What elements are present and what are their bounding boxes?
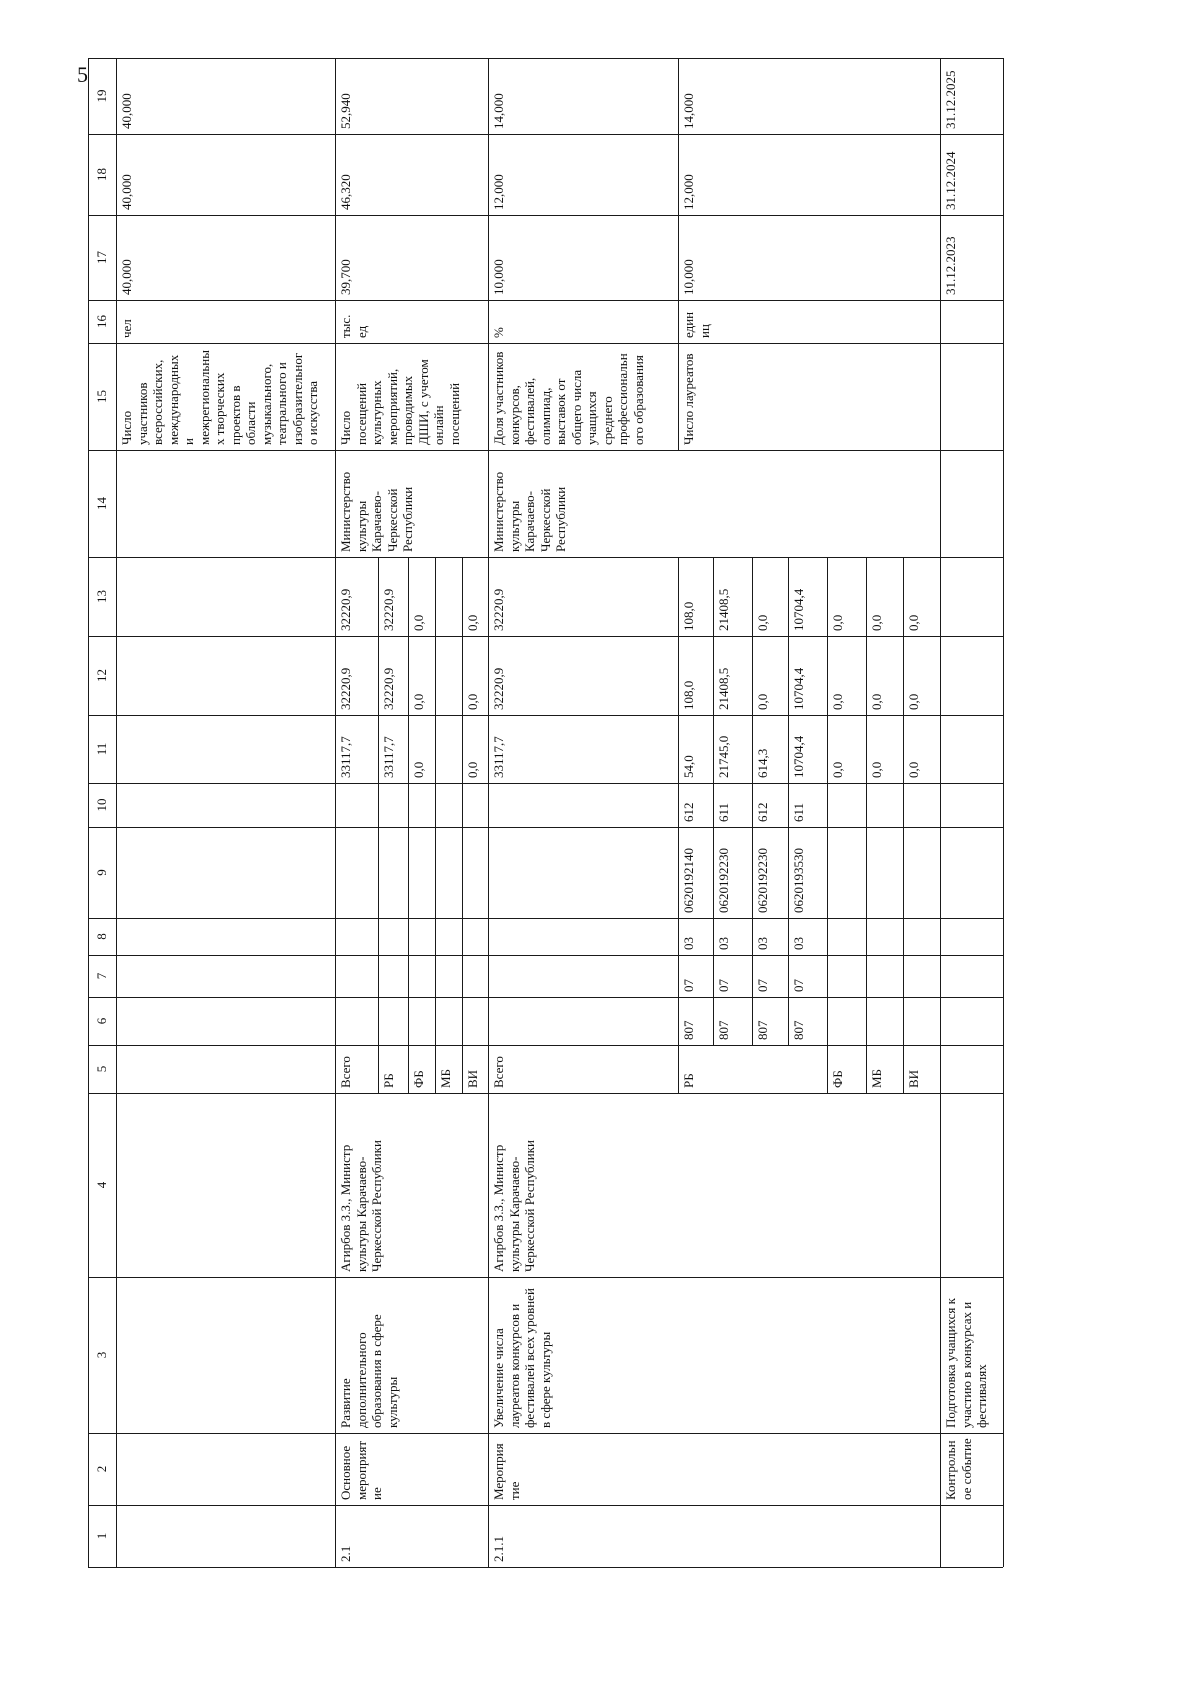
header-col-7: 7 — [94, 972, 109, 980]
amount-2024: 32220,9 — [491, 667, 506, 710]
item-number: 2.1.1 — [491, 1536, 506, 1562]
amount-2025: 108,0 — [681, 601, 696, 631]
amount-2024: 32220,9 — [338, 667, 353, 710]
grid-line — [335, 997, 488, 998]
funding-source: Всего — [491, 1056, 506, 1088]
executor: Министерство культуры Карачаево-Черкесской Республики — [491, 471, 568, 552]
grid-line — [940, 343, 1003, 344]
amount-2023: 0,0 — [411, 761, 426, 778]
amount-2024: 10704,4 — [791, 667, 806, 710]
value-2025: 40,000 — [119, 93, 134, 129]
budget-code-vr: 612 — [755, 802, 770, 822]
budget-code-vr: 612 — [681, 802, 696, 822]
grid-line — [116, 1433, 335, 1434]
item-type: Мероприятие — [491, 1443, 522, 1500]
grid-line — [116, 715, 335, 716]
grid-line — [116, 997, 335, 998]
amount-2023: 0,0 — [465, 761, 480, 778]
amount-2024: 0,0 — [465, 693, 480, 710]
funding-source: МБ — [869, 1068, 884, 1088]
amount-2024: 21408,5 — [716, 667, 731, 710]
budget-code-rz: 07 — [716, 979, 731, 992]
value-2025: 52,940 — [338, 93, 353, 129]
value-2023: 40,000 — [119, 259, 134, 295]
grid-line — [335, 955, 488, 956]
amount-2023: 33117,7 — [491, 736, 506, 778]
budget-code-csr: 0620192230 — [755, 848, 770, 913]
header-col-19: 19 — [94, 89, 109, 103]
amount-2023: 33117,7 — [338, 736, 353, 778]
amount-2024: 0,0 — [755, 693, 770, 710]
indicator-unit: тыс. ед — [338, 314, 369, 338]
budget-code-pr: 03 — [681, 937, 696, 950]
item-title: Развитие дополнительного образования в сфере культуры — [338, 1314, 400, 1428]
value-2024: 46,320 — [338, 174, 353, 210]
grid-line — [940, 997, 1003, 998]
funding-source: ВИ — [906, 1069, 921, 1088]
budget-code-vr: 611 — [791, 802, 806, 822]
grid-line — [116, 1045, 335, 1046]
amount-2025: 0,0 — [906, 614, 921, 631]
funding-source: РБ — [381, 1073, 396, 1088]
funding-source: ВИ — [465, 1069, 480, 1088]
date-2023: 31.12.2023 — [943, 236, 958, 295]
amount-2024: 0,0 — [830, 693, 845, 710]
grid-line — [116, 450, 335, 451]
budget-code-rz: 07 — [791, 979, 806, 992]
amount-2025: 21408,5 — [716, 588, 731, 631]
amount-2025: 0,0 — [755, 614, 770, 631]
amount-2025: 32220,9 — [381, 588, 396, 631]
grid-line — [116, 827, 335, 828]
amount-2025: 0,0 — [869, 614, 884, 631]
value-2023: 10,000 — [681, 259, 696, 295]
header-col-17: 17 — [94, 251, 109, 264]
amount-2024: 0,0 — [869, 693, 884, 710]
value-2023: 39,700 — [338, 259, 353, 295]
amount-2023: 0,0 — [906, 761, 921, 778]
budget-code-gr: 807 — [755, 1020, 770, 1040]
amount-2025: 0,0 — [411, 614, 426, 631]
grid-line — [116, 783, 335, 784]
header-col-8: 8 — [94, 933, 109, 940]
amount-2024: 0,0 — [906, 693, 921, 710]
amount-2025: 0,0 — [465, 614, 480, 631]
amount-2024: 0,0 — [411, 693, 426, 710]
header-col-15: 15 — [94, 390, 109, 403]
amount-2023: 10704,4 — [791, 735, 806, 778]
amount-2025: 32220,9 — [491, 588, 506, 631]
header-col-4: 4 — [94, 1181, 109, 1189]
grid-line — [940, 636, 1003, 637]
amount-2024: 32220,9 — [381, 667, 396, 710]
budget-code-csr: 0620192230 — [716, 848, 731, 913]
funding-source: ФБ — [830, 1070, 845, 1088]
grid-line — [116, 1277, 335, 1278]
header-col-5: 5 — [94, 1065, 109, 1073]
grid-line — [940, 783, 1003, 784]
indicator-name: Число посещений культурных мероприятий, проводимых ДШИ, с учетом онлайн посещений — [338, 359, 462, 445]
value-2025: 14,000 — [491, 93, 506, 129]
budget-code-gr: 807 — [791, 1020, 806, 1040]
budget-code-gr: 807 — [716, 1020, 731, 1040]
budget-code-rz: 07 — [681, 979, 696, 992]
item-title: Увеличение числа лауреатов конкурсов и фестивалей всех уровней в сфере культуры — [491, 1288, 553, 1428]
amount-2024: 108,0 — [681, 680, 696, 710]
item-title: Подготовка учащихся к участию в конкурсах и фестивалях — [943, 1298, 989, 1428]
item-type: Контрольное событие — [943, 1438, 974, 1500]
funding-source: МБ — [438, 1068, 453, 1088]
amount-2023: 614,3 — [755, 748, 770, 778]
indicator-unit: единиц — [681, 311, 712, 338]
budget-code-csr: 0620193530 — [791, 848, 806, 913]
date-2024: 31.12.2024 — [943, 151, 958, 210]
grid-line — [1003, 58, 1004, 1567]
amount-2025: 0,0 — [830, 614, 845, 631]
grid-line — [940, 827, 1003, 828]
page-number: 5 — [77, 62, 88, 87]
header-col-11: 11 — [94, 742, 109, 756]
funding-source: ФБ — [411, 1070, 426, 1088]
header-col-16: 16 — [94, 315, 109, 328]
header-col-14: 14 — [94, 497, 109, 510]
grid-line — [335, 918, 488, 919]
responsible: Агирбов З.З., Министр культуры Карачаево-Черкесской Республики — [338, 1140, 384, 1272]
budget-code-csr: 0620192140 — [681, 848, 696, 913]
grid-line — [940, 955, 1003, 956]
header-col-3: 3 — [94, 1351, 109, 1359]
amount-2023: 0,0 — [830, 761, 845, 778]
grid-line — [940, 557, 1003, 558]
grid-line — [116, 918, 335, 919]
grid-line — [940, 450, 1003, 451]
header-col-13: 13 — [94, 590, 109, 603]
header-col-18: 18 — [94, 168, 109, 181]
grid-line — [940, 1045, 1003, 1046]
grid-line — [940, 300, 1003, 301]
amount-2023: 21745,0 — [716, 735, 731, 778]
amount-2023: 33117,7 — [381, 736, 396, 778]
grid-line — [335, 783, 488, 784]
amount-2023: 0,0 — [869, 761, 884, 778]
value-2024: 12,000 — [681, 174, 696, 210]
grid-line — [116, 1093, 335, 1094]
value-2024: 40,000 — [119, 174, 134, 210]
amount-2023: 54,0 — [681, 755, 696, 778]
grid-line — [940, 1093, 1003, 1094]
indicator-name: Число лауреатов — [681, 353, 696, 445]
budget-code-rz: 07 — [755, 979, 770, 992]
item-number: 2.1 — [338, 1545, 353, 1562]
budget-code-pr: 03 — [755, 937, 770, 950]
header-col-1: 1 — [94, 1532, 109, 1540]
grid-line — [335, 827, 488, 828]
header-col-10: 10 — [94, 798, 109, 812]
budget-code-pr: 03 — [716, 937, 731, 950]
amount-2025: 32220,9 — [338, 588, 353, 631]
amount-2025: 10704,4 — [791, 588, 806, 631]
responsible: Агирбов З.З., Министр культуры Карачаево-Черкесской Республики — [491, 1140, 537, 1272]
grid-line — [116, 1505, 335, 1506]
indicator-name: Число участников всероссийских, международных и межрегиональных творческих проектов в области музыкального, театрального и изобразительного искусства — [119, 350, 320, 445]
grid-line — [940, 715, 1003, 716]
item-type: Основное мероприятие — [338, 1440, 384, 1500]
budget-code-pr: 03 — [791, 937, 806, 950]
executor: Министерство культуры Карачаево-Черкесской Республики — [338, 471, 415, 552]
value-2025: 14,000 — [681, 93, 696, 129]
grid-line — [88, 1567, 1003, 1568]
funding-source: РБ — [681, 1073, 696, 1088]
header-col-9: 9 — [94, 869, 109, 876]
grid-line — [940, 1505, 1003, 1506]
grid-line — [940, 918, 1003, 919]
indicator-unit: % — [491, 327, 506, 338]
header-col-2: 2 — [94, 1465, 109, 1473]
grid-line — [116, 557, 335, 558]
indicator-name: Доля участников конкурсов, фестивалей, олимпиад, выставок от общего числа учащихся среднего профессионального образования — [491, 351, 646, 445]
grid-line — [116, 636, 335, 637]
indicator-unit: чел — [119, 319, 134, 338]
value-2023: 10,000 — [491, 259, 506, 295]
header-col-6: 6 — [94, 1017, 109, 1025]
header-col-12: 12 — [94, 669, 109, 682]
budget-code-gr: 807 — [681, 1020, 696, 1040]
value-2024: 12,000 — [491, 174, 506, 210]
budget-code-vr: 611 — [716, 802, 731, 822]
grid-line — [116, 955, 335, 956]
date-2025: 31.12.2025 — [943, 70, 958, 129]
grid-line — [435, 557, 436, 1093]
funding-source: Всего — [338, 1056, 353, 1088]
